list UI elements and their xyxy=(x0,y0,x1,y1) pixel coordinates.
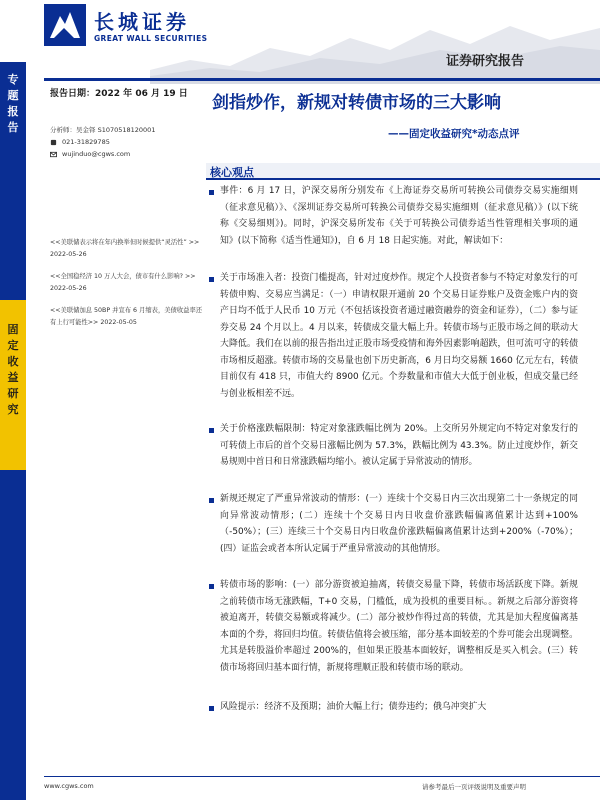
paragraph-abnormal-volatility: 新规还规定了严重异常波动的情形：(一）连续十个交易日内三次出现第二十一条规定的同向异常波动情形；(二）连续十个交易日内日收盘价涨跌幅偏离值累计达到+100%（-50%）；(三）连续三十个交易日内日收盘价涨跌幅偏离值累计达到+200%（-70%）；(四）证监会或者本所认定属于严重异常波动的其他情形。 xyxy=(220,494,578,554)
side-label-report-category: 专题报告 xyxy=(7,73,19,134)
paragraph-market-access: 关于市场准入者：投资门槛提高，针对过度炒作。规定个人投资者参与不特定对象发行的可转债申购、交易应当满足：（一）申请权限开通前 20 个交易日证券账户及资金账户内的资产日均不低于人民币 10 万元（不包括该投资者通过融资融券的资金和证券），（二）参与证券交易 24 个月以上。4 月以来，转债成交量大幅上升。转债市场与正股市场之间的联动大大降低。我们在以前的报告指出过正股市场受疫情和海外因素影响超跌，但可流可守的转债市场相反超涨。转债市场的交易量也创下历史新高，6 月日均交易额 1660 亿元左右，转债目前仅有 418 只，市值大约 8900 亿元。个券数量和市值大大低于创业板，但成交量已经与创业板相差不远。 xyxy=(220,273,578,399)
side-label-research-area: 固定收益研究 xyxy=(7,323,19,416)
company-english-name: GREAT WALL SECURITIES xyxy=(94,34,208,43)
analyst-row xyxy=(50,124,205,136)
related-reports xyxy=(50,237,205,339)
paragraph-market-impact: 转债市场的影响：(一）部分游资被迫抽离，转债交易量下降，转债市场活跃度下降。新规之前转债市场无涨跌幅，T+0 交易，门槛低，成为投机的重要目标。。新规之后部分游资将被迫离开，转债交易额或将减少。(二）部分被炒作得过高的转债，尤其是加大程度偏离基本面的个券，将回归均值。转债估值将会被压缩，部分基本面较差的个券可能会出现调整。尤其是转股溢价率超过 200%的，但如果正股基本面较好，调整相反是买入机会。(三）转债市场将回归基本面行情，新规将理顺正股和转债市场的联动。 xyxy=(220,580,578,673)
footer-divider xyxy=(44,776,600,777)
analyst-phone: 021-31829785 xyxy=(62,138,110,146)
related-report-item[interactable]: <<美联储表示将在年内换举但时候提供“灵活性” >> 2022-05-26 xyxy=(50,239,200,258)
company-name: 长城证券 xyxy=(94,10,190,34)
related-report-item[interactable]: <<全国稳经济 10 万人大会，债市有什么影响? >> 2022-05-26 xyxy=(50,273,196,292)
great-wall-mountain-background xyxy=(150,0,600,84)
related-report-item[interactable]: <<美联储加息 50BP 并宣布 6 月缩表，美债收益率还有上行可能性>> 2022-05-05 xyxy=(50,307,203,326)
bullet-marker xyxy=(209,584,214,589)
report-title: 剑指炒作，新规对转债市场的三大影响 xyxy=(212,93,501,113)
analyst-email[interactable]: wujinduo@cgws.com xyxy=(62,150,131,158)
bullet-marker xyxy=(209,428,214,433)
paragraph-risk-warning: 风险提示：经济不及预期；油价大幅上行；债券违约；俄乌冲突扩大 xyxy=(220,702,487,712)
bullet-marker xyxy=(209,706,214,711)
bullet-marker xyxy=(209,498,214,503)
phone-icon xyxy=(50,139,57,146)
phone-row xyxy=(50,136,205,148)
bullet-marker xyxy=(209,277,214,282)
report-header xyxy=(0,0,600,96)
email-row xyxy=(50,148,205,160)
header-divider xyxy=(44,78,600,81)
bullet-marker xyxy=(209,190,214,195)
paragraph-price-limit: 关于价格涨跌幅限制：特定对象涨跌幅比例为 20%。上交所另外规定向不特定对象发行的可转债上市后的首个交易日涨幅比例为 57.3%，跌幅比例为 43.3%。防止过度炒作，新交易规则中首日和日常涨跌幅均缩小。被认定属于异常波动的情形。 xyxy=(220,424,578,467)
author-block xyxy=(50,124,205,160)
report-subtitle: ——固定收益研究*动态点评 xyxy=(388,128,520,140)
company-logo-icon xyxy=(44,4,86,46)
email-icon xyxy=(50,151,57,158)
footer-url[interactable]: www.cgws.com xyxy=(44,782,94,790)
footer-disclaimer: 请参考最后一页评级说明及重要声明 xyxy=(422,783,526,791)
core-views-heading xyxy=(206,163,600,180)
report-type-label: 证券研究报告 xyxy=(446,54,525,69)
analyst-info: 分析师：吴金铎 S1070518120001 xyxy=(50,126,156,134)
report-date: 报告日期：2022 年 06 月 19 日 xyxy=(50,89,188,99)
core-views-heading-text: 核心观点 xyxy=(210,166,254,179)
paragraph-event: 事件：6 月 17 日，沪深交易所分别发布《上海证券交易所可转换公司债券交易实施细则（征求意见稿）》、《深圳证券交易所可转换公司债券交易实施细则（征求意见稿）》(以下统称《交易细则》)。同时，沪深交易所发布《关于可转换公司债券适当性管理相关事项的通知》(以下简称《适当性通知》)，自 6 月 18 日起实施。对此，解读如下： xyxy=(220,186,578,246)
